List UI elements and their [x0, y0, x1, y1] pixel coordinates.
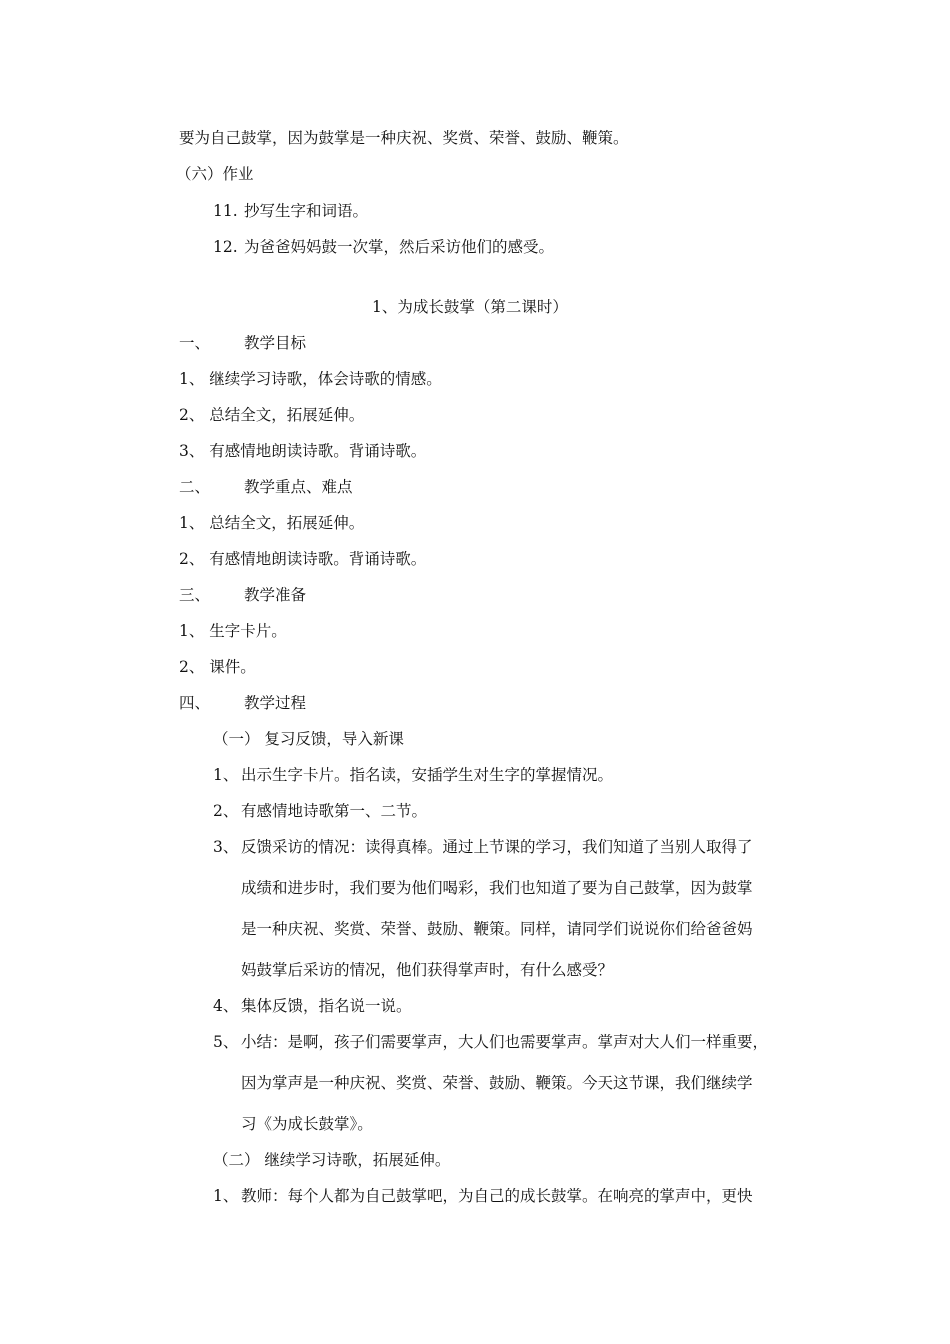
- homework-item-number: 11.: [213, 202, 238, 220]
- section-number: 三、: [179, 586, 211, 604]
- step-text: 出示生字卡片。指名读，安插学生对生字的掌握情况。: [241, 766, 614, 784]
- lesson-title: 1、为成长鼓掌（第二课时）: [372, 298, 568, 316]
- step-number: 5、: [213, 1033, 239, 1051]
- step-number: 1、: [213, 766, 239, 784]
- section-title: 教学准备: [244, 586, 307, 604]
- step-number: 2、: [213, 802, 239, 820]
- step-number: 4、: [213, 997, 239, 1015]
- section-number: 四、: [179, 694, 211, 712]
- step-text: 习《为成长鼓掌》。: [241, 1115, 373, 1133]
- step-text: 是一种庆祝、奖赏、荣誉、鼓励、鞭策。同样，请同学们说说你们给爸爸妈: [241, 920, 753, 938]
- step-text: 成绩和进步时，我们要为他们喝彩，我们也知道了要为自己鼓掌，因为鼓掌: [241, 879, 753, 897]
- section-title: 教学重点、难点: [244, 478, 353, 496]
- homework-heading: （六）作业: [176, 165, 254, 183]
- section-title: 教学目标: [244, 334, 307, 352]
- homework-item-text: 抄写生字和词语。: [244, 202, 369, 220]
- step-number: 1、: [213, 1187, 239, 1205]
- list-item: 2、 总结全文，拓展延伸。: [179, 406, 365, 424]
- step-text: 妈鼓掌后采访的情况，他们获得掌声时，有什么感受？: [241, 961, 614, 979]
- homework-item-text: 为爸爸妈妈鼓一次掌，然后采访他们的感受。: [244, 238, 555, 256]
- step-text: 反馈采访的情况：读得真棒。通过上节课的学习，我们知道了当别人取得了: [241, 838, 753, 856]
- step-text: 因为掌声是一种庆祝、奖赏、荣誉、鼓励、鞭策。今天这节课，我们继续学: [241, 1074, 753, 1092]
- list-item: 2、 有感情地朗读诗歌。背诵诗歌。: [179, 550, 427, 568]
- step-text: 教师：每个人都为自己鼓掌吧，为自己的成长鼓掌。在响亮的掌声中，更快: [241, 1187, 753, 1205]
- intro-continuation: 要为自己鼓掌，因为鼓掌是一种庆祝、奖赏、荣誉、鼓励、鞭策。: [179, 129, 629, 147]
- subsection-heading: （二） 继续学习诗歌，拓展延伸。: [213, 1151, 451, 1169]
- step-text: 集体反馈，指名说一说。: [241, 997, 412, 1015]
- list-item: 1、 生字卡片。: [179, 622, 287, 640]
- section-title: 教学过程: [244, 694, 307, 712]
- list-item: 3、 有感情地朗读诗歌。背诵诗歌。: [179, 442, 427, 460]
- step-text: 有感情地诗歌第一、二节。: [241, 802, 428, 820]
- subsection-heading: （一） 复习反馈，导入新课: [213, 730, 404, 748]
- homework-item-number: 12.: [213, 238, 238, 256]
- list-item: 1、 继续学习诗歌，体会诗歌的情感。: [179, 370, 442, 388]
- list-item: 2、 课件。: [179, 658, 256, 676]
- step-text: 小结：是啊，孩子们需要掌声，大人们也需要掌声。掌声对大人们一样重要，: [241, 1033, 769, 1051]
- section-number: 一、: [179, 334, 211, 352]
- list-item: 1、 总结全文，拓展延伸。: [179, 514, 365, 532]
- section-number: 二、: [179, 478, 211, 496]
- step-number: 3、: [213, 838, 239, 856]
